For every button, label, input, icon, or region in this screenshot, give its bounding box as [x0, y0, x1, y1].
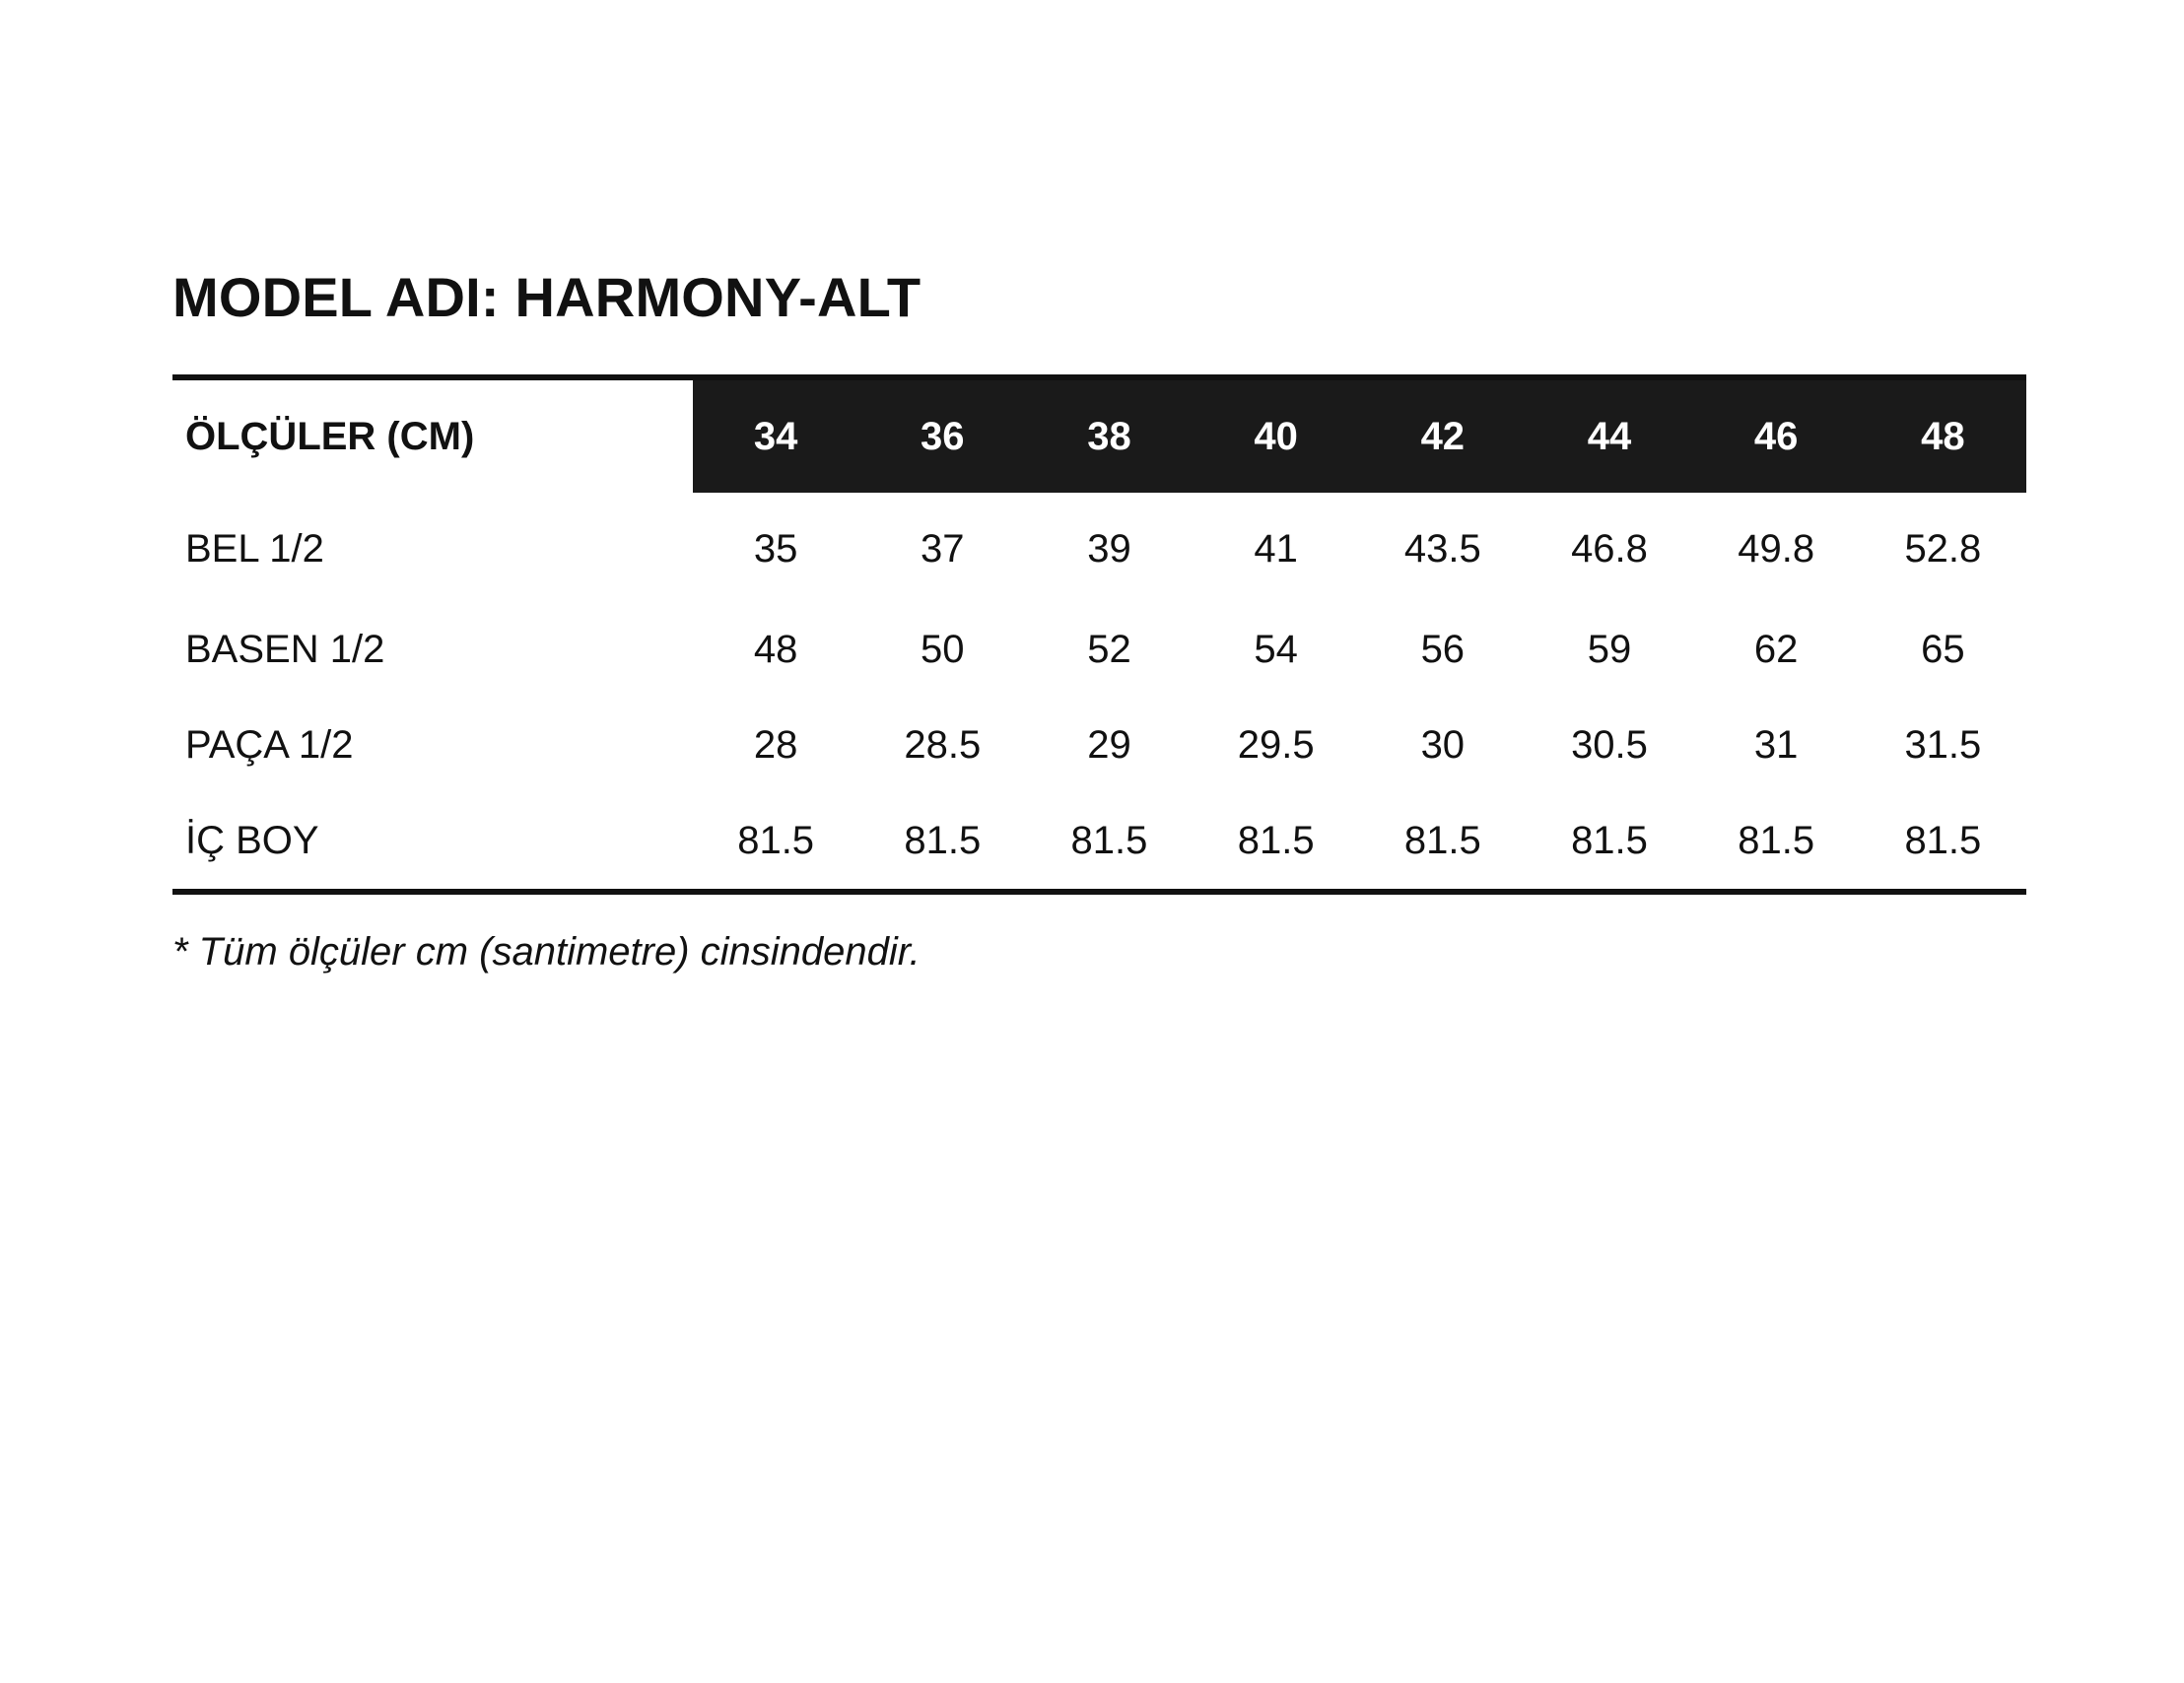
- table-cell: 30.5: [1571, 723, 1648, 767]
- table-cell: 81.5: [1904, 819, 1982, 862]
- footnote: * Tüm ölçüler cm (santimetre) cinsindendir.: [172, 930, 921, 974]
- row-label: BEL 1/2: [185, 527, 324, 571]
- row-label: İÇ BOY: [185, 819, 319, 862]
- table-cell: 81.5: [1403, 819, 1481, 862]
- table-cell: 28: [753, 723, 798, 767]
- table-cell: 52.8: [1904, 527, 1982, 571]
- row-label: PAÇA 1/2: [185, 723, 354, 767]
- table-cell: 41: [1254, 527, 1298, 571]
- table-cell: 37: [921, 527, 965, 571]
- table-cell: 50: [921, 628, 965, 671]
- size-chart-table: [172, 374, 2026, 895]
- size-header-46: 46: [1693, 377, 1860, 493]
- table-cell: 54: [1254, 628, 1298, 671]
- table-cell: 48: [753, 628, 798, 671]
- table-cell: 30: [1420, 723, 1466, 767]
- table-row: [172, 493, 2026, 602]
- size-header-36: 36: [859, 377, 1026, 493]
- table-cell: 35: [753, 527, 798, 571]
- table-cell: 59: [1587, 628, 1632, 671]
- table-row: [172, 698, 2026, 793]
- row-label: BASEN 1/2: [185, 628, 385, 671]
- table-cell: 29: [1087, 723, 1131, 767]
- table-cell: 52: [1087, 628, 1131, 671]
- table-header-row: [172, 377, 2026, 493]
- table-cell: 65: [1921, 628, 1965, 671]
- table-cell: 81.5: [737, 819, 815, 862]
- table-cell: 31: [1753, 723, 1799, 767]
- table-cell: 81.5: [904, 819, 982, 862]
- size-header-42: 42: [1359, 377, 1526, 493]
- page-title: MODEL ADI: HARMONY-ALT: [172, 266, 921, 328]
- table-row: [172, 793, 2026, 892]
- table-cell: 43.5: [1403, 527, 1481, 571]
- table-cell: 81.5: [1070, 819, 1148, 862]
- table-cell: 56: [1420, 628, 1466, 671]
- header-label: ÖLÇÜLER (CM): [172, 377, 693, 493]
- table-cell: 81.5: [1738, 819, 1815, 862]
- table-cell: 28.5: [904, 723, 982, 767]
- size-header-44: 44: [1526, 377, 1692, 493]
- table-cell: 39: [1087, 527, 1131, 571]
- size-header-38: 38: [1026, 377, 1193, 493]
- table-cell: 49.8: [1738, 527, 1815, 571]
- table-cell: 31.5: [1904, 723, 1982, 767]
- size-header-48: 48: [1860, 377, 2026, 493]
- table-cell: 46.8: [1571, 527, 1648, 571]
- table-cell: 81.5: [1237, 819, 1315, 862]
- table-cell: 62: [1753, 628, 1799, 671]
- size-header-40: 40: [1193, 377, 1359, 493]
- table-cell: 29.5: [1237, 723, 1315, 767]
- table-cell: 81.5: [1571, 819, 1648, 862]
- table-row: [172, 602, 2026, 698]
- size-header-34: 34: [693, 377, 859, 493]
